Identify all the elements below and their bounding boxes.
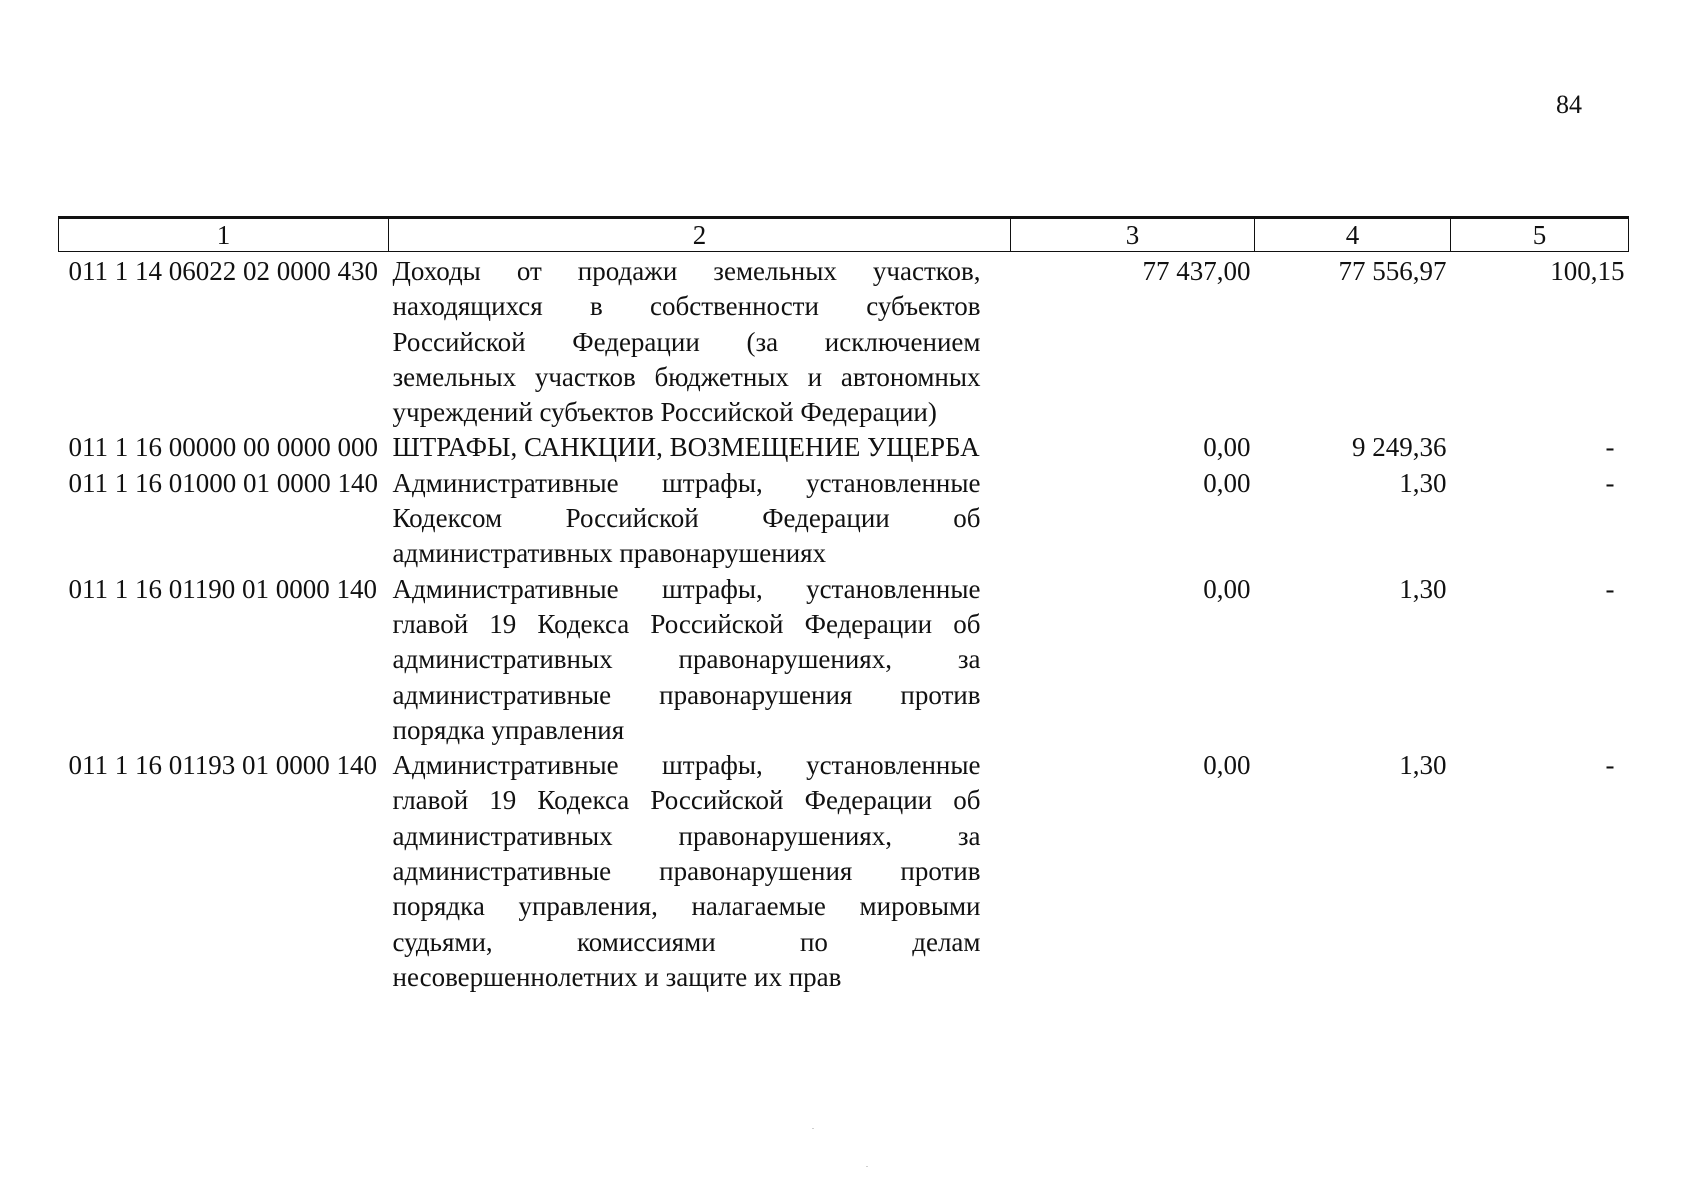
table-row: [59, 252, 1629, 431]
actual-amount-cell: 77 556,97: [1338, 256, 1447, 286]
revenue-name-cell: Административные штрафы, установленные Кодексом Российской Федерации об административных правонарушениях: [392, 467, 981, 569]
table-body: [59, 252, 1629, 996]
budget-code-cell: 011 1 16 01190 01 0000 140: [68, 573, 377, 604]
actual-amount-cell: 9 249,36: [1352, 432, 1447, 463]
column-header-4: 4: [1255, 218, 1451, 252]
actual-amount-cell: 1,30: [1399, 573, 1447, 604]
plan-amount-cell: 0,00: [1203, 467, 1251, 498]
column-header-3: 3: [1011, 218, 1255, 252]
revenue-name-cell: Административные штрафы, установленные главой 19 Кодекса Российской Федерации об административных правонарушениях, за административные правонарушения против порядка управления, налагаемые мировыми судьями, комиссиями по делам несовершеннолетних и защите их прав: [392, 750, 981, 992]
table-row: [59, 748, 1629, 995]
percent-cell: -: [1605, 467, 1615, 498]
column-header-5: 5: [1451, 218, 1629, 252]
plan-amount-cell: 77 437,00: [1142, 256, 1251, 286]
page-number: 84: [1556, 90, 1582, 119]
budget-code-cell: 011 1 16 00000 00 0000 000: [68, 432, 378, 463]
revenue-name-cell: Административные штрафы, установленные главой 19 Кодекса Российской Федерации об административных правонарушениях, за административные правонарушения против порядка управления: [392, 573, 981, 745]
table-header: [59, 218, 1629, 252]
scan-speck: [866, 1166, 868, 1167]
header-row: [59, 218, 1629, 252]
column-header-1: 1: [59, 218, 389, 252]
table-row: [59, 466, 1629, 572]
revenue-name-cell: ШТРАФЫ, САНКЦИИ, ВОЗМЕЩЕНИЕ УЩЕРБА: [392, 432, 980, 463]
scan-speck: [812, 1128, 814, 1129]
percent-cell: 100,15: [1550, 256, 1625, 286]
percent-cell: -: [1605, 573, 1615, 604]
budget-code-cell: 011 1 16 01193 01 0000 140: [68, 750, 377, 781]
percent-cell: -: [1605, 750, 1615, 781]
revenue-name-cell: Доходы от продажи земельных участков, находящихся в собственности субъектов Российской Федерации (за исключением земельных участков бюджетных и автономных учреждений субъектов Российской Федерации): [392, 256, 981, 428]
budget-code-cell: 011 1 14 06022 02 0000 430: [68, 256, 378, 286]
actual-amount-cell: 1,30: [1399, 750, 1447, 781]
table-row: [59, 430, 1629, 465]
plan-amount-cell: 0,00: [1203, 750, 1251, 781]
column-header-2: 2: [389, 218, 1011, 252]
budget-code-cell: 011 1 16 01000 01 0000 140: [68, 467, 378, 498]
table-row: [59, 572, 1629, 748]
percent-cell: -: [1605, 432, 1615, 463]
actual-amount-cell: 1,30: [1399, 467, 1447, 498]
plan-amount-cell: 0,00: [1203, 573, 1251, 604]
plan-amount-cell: 0,00: [1203, 432, 1251, 463]
revenue-table: [58, 216, 1629, 995]
